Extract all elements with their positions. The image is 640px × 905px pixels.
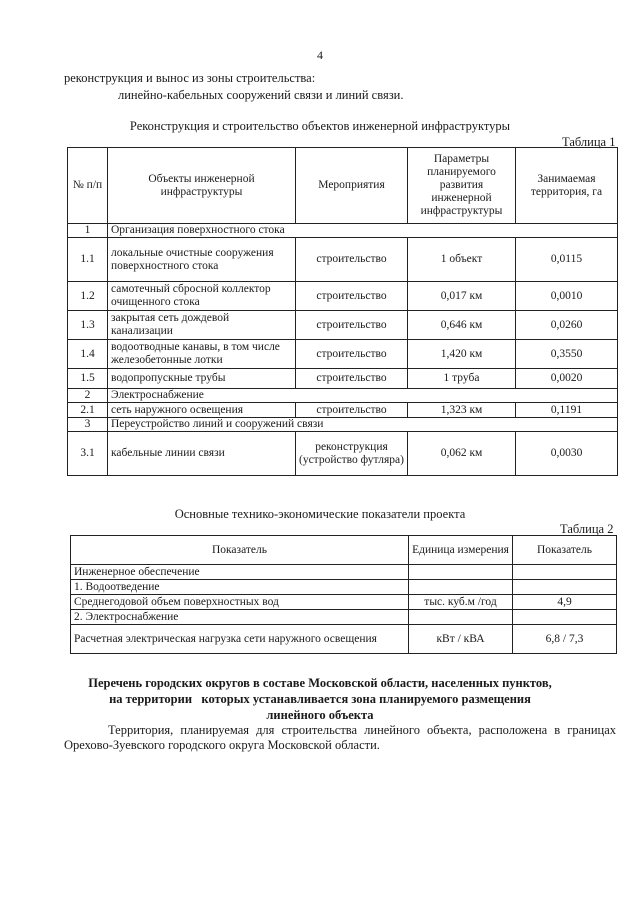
table-row (68, 418, 618, 432)
table-row (68, 224, 618, 238)
action-cell: реконструкция (устройство футляра) (296, 432, 408, 476)
indicator-name: 2. Электроснабжение (71, 610, 409, 625)
row-number: 2 (68, 389, 108, 403)
area-cell: 0,0010 (516, 282, 618, 311)
table-row (71, 595, 617, 610)
area-cell: 0,0115 (516, 238, 618, 282)
param-cell: 0,017 км (408, 282, 516, 311)
intro-line-1: реконструкция и вынос из зоны строительства: (64, 71, 316, 85)
header-cell: Объекты инженерной инфраструктуры (108, 148, 296, 224)
row-number: 1.5 (68, 369, 108, 389)
indicator-value (513, 580, 617, 595)
area-cell: 0,1191 (516, 403, 618, 418)
table-row (68, 238, 618, 282)
table2-caption: Основные технико-экономические показатели проекта (174, 507, 466, 521)
action-cell: строительство (296, 369, 408, 389)
param-cell: 0,646 км (408, 311, 516, 340)
table1-caption: Реконструкция и строительство объектов инженерной инфраструктуры (129, 119, 511, 133)
indicator-unit (409, 580, 513, 595)
area-cell: 0,3550 (516, 340, 618, 369)
section-title: Переустройство линий и сооружений связи (108, 418, 618, 432)
param-cell: 1 труба (408, 369, 516, 389)
area-cell: 0,0030 (516, 432, 618, 476)
table-row (68, 311, 618, 340)
param-cell: 0,062 км (408, 432, 516, 476)
row-number: 3.1 (68, 432, 108, 476)
indicator-name: Расчетная электрическая нагрузка сети наружного освещения (71, 625, 409, 654)
table-economic-indicators (70, 535, 617, 654)
param-cell: 1,420 км (408, 340, 516, 369)
paragraph-line-2: Орехово-Зуевского городского округа Московской области. (64, 738, 380, 752)
object-cell: водопропускные трубы (108, 369, 296, 389)
section-heading-line-2: на территории которых устанавливается зона планируемого размещения (109, 692, 531, 706)
indicator-unit: кВт / кВА (409, 625, 513, 654)
table-row (68, 282, 618, 311)
indicator-name: Среднегодовой объем поверхностных вод (71, 595, 409, 610)
header-cell: № п/п (68, 148, 108, 224)
indicator-value: 6,8 / 7,3 (513, 625, 617, 654)
action-cell: строительство (296, 311, 408, 340)
table-row (71, 625, 617, 654)
page-number: 4 (317, 48, 323, 62)
action-cell: строительство (296, 403, 408, 418)
row-number: 1.3 (68, 311, 108, 340)
indicator-unit: тыс. куб.м /год (409, 595, 513, 610)
param-cell: 1,323 км (408, 403, 516, 418)
table-row (71, 610, 617, 625)
object-cell: водоотводные канавы, в том числе железобетонные лотки (108, 340, 296, 369)
section-heading-line-1: Перечень городских округов в составе Московской области, населенных пунктов, (88, 676, 552, 690)
action-cell: строительство (296, 238, 408, 282)
area-cell: 0,0020 (516, 369, 618, 389)
area-cell: 0,0260 (516, 311, 618, 340)
header-cell: Показатель (513, 536, 617, 565)
object-cell: кабельные линии связи (108, 432, 296, 476)
table-engineering-objects (67, 147, 618, 476)
table-row (68, 340, 618, 369)
header-cell: Единица измерения (409, 536, 513, 565)
object-cell: закрытая сеть дождевой канализации (108, 311, 296, 340)
header-cell: Мероприятия (296, 148, 408, 224)
row-number: 3 (68, 418, 108, 432)
object-cell: локальные очистные сооружения поверхностного стока (108, 238, 296, 282)
table-row (71, 565, 617, 580)
paragraph-line-1: Территория, планируемая для строительства линейного объекта, расположена в границах (108, 723, 616, 737)
indicator-unit (409, 610, 513, 625)
table-row (68, 403, 618, 418)
indicator-name: 1. Водоотведение (71, 580, 409, 595)
row-number: 1.4 (68, 340, 108, 369)
indicator-unit (409, 565, 513, 580)
section-title: Электроснабжение (108, 389, 618, 403)
row-number: 1.1 (68, 238, 108, 282)
indicator-value (513, 565, 617, 580)
table-row (68, 369, 618, 389)
indicator-value: 4,9 (513, 595, 617, 610)
action-cell: строительство (296, 282, 408, 311)
row-number: 2.1 (68, 403, 108, 418)
table-row (68, 432, 618, 476)
intro-line-2: линейно-кабельных сооружений связи и линий связи. (118, 88, 404, 102)
table-row (68, 389, 618, 403)
section-title: Организация поверхностного стока (108, 224, 618, 238)
indicator-name: Инженерное обеспечение (71, 565, 409, 580)
header-cell: Занимаемая территория, га (516, 148, 618, 224)
table2-label: Таблица 2 (560, 522, 614, 536)
object-cell: сеть наружного освещения (108, 403, 296, 418)
table1-label: Таблица 1 (562, 135, 616, 149)
action-cell: строительство (296, 340, 408, 369)
indicator-value (513, 610, 617, 625)
param-cell: 1 объект (408, 238, 516, 282)
row-number: 1 (68, 224, 108, 238)
row-number: 1.2 (68, 282, 108, 311)
header-cell: Параметры планируемого развития инженерной инфраструктуры (408, 148, 516, 224)
section-heading-line-3: линейного объекта (266, 708, 374, 722)
table-row (71, 580, 617, 595)
object-cell: самотечный сбросной коллектор очищенного стока (108, 282, 296, 311)
header-cell: Показатель (71, 536, 409, 565)
